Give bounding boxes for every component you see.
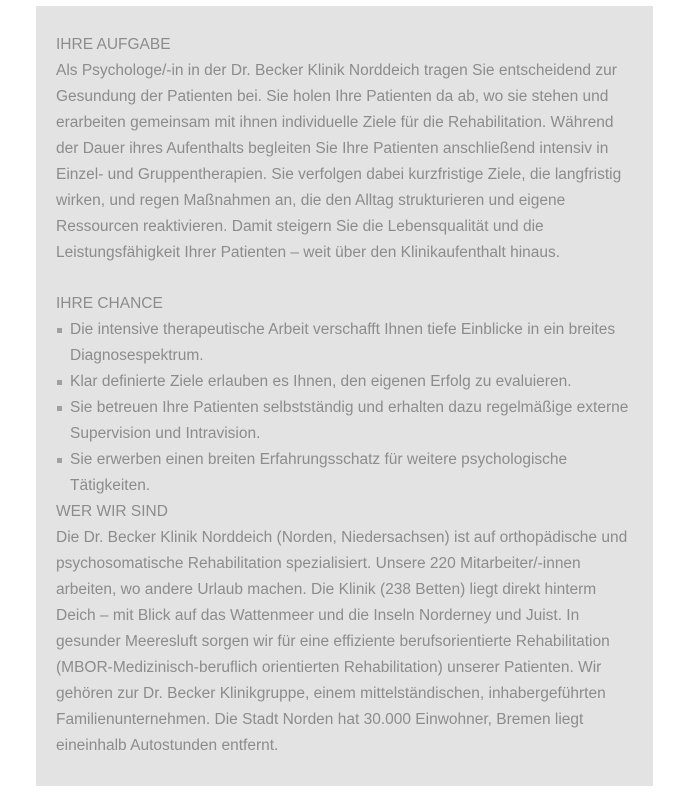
section-spacer — [56, 266, 635, 291]
list-item-text: Sie erwerben einen breiten Erfahrungsschatz für weitere psychologische Tätigkeiten. — [70, 451, 568, 494]
square-bullet-icon — [57, 458, 62, 463]
list-item — [56, 447, 635, 499]
chance-list — [56, 317, 635, 499]
list-item-text: Sie betreuen Ihre Patienten selbstständig und erhalten dazu regelmäßige externe Supervision und Intravision. — [70, 399, 629, 442]
section-heading-werwirsind: WER WIR SIND — [56, 503, 168, 520]
job-description-panel — [36, 6, 653, 786]
list-item — [56, 395, 635, 447]
square-bullet-icon — [57, 328, 62, 333]
section-heading-aufgabe: IHRE AUFGABE — [56, 36, 171, 53]
list-item-text: Die intensive therapeutische Arbeit verschafft Ihnen tiefe Einblicke in ein breites Diagnosespektrum. — [70, 321, 616, 364]
section-text-werwirsind: Die Dr. Becker Klinik Norddeich (Norden, Niedersachsen) ist auf orthopädische und psychosomatische Rehabilitation spezialisiert. Unsere 220 Mitarbeiter/-innen arbeiten, wo andere Urlaub machen. Die Klinik (238 Betten) liegt direkt hinterm Deich – mit Blick auf das Wattenmeer und die Inseln Norderney und Juist. In gesunder Meeresluft sorgen wir für eine effiziente berufsorientierte Rehabilitation (MBOR-Medizinisch-beruflich orientierten Rehabilitation) unserer Patienten. Wir gehören zur Dr. Becker Klinikgruppe, einem mittelständischen, inhabergeführten Familienunternehmen. Die Stadt Norden hat 30.000 Einwohner, Bremen liegt eineinhalb Autostunden entfernt. — [56, 529, 628, 754]
section-heading-chance: IHRE CHANCE — [56, 295, 163, 312]
list-item — [56, 369, 635, 395]
square-bullet-icon — [57, 380, 62, 385]
square-bullet-icon — [57, 406, 62, 411]
list-item-text: Klar definierte Ziele erlauben es Ihnen, den eigenen Erfolg zu evaluieren. — [70, 373, 572, 390]
section-text-aufgabe: Als Psychologe/-in in der Dr. Becker Klinik Norddeich tragen Sie entscheidend zur Gesundung der Patienten bei. Sie holen Ihre Patienten da ab, wo sie stehen und erarbeiten gemeinsam mit ihnen individuelle Ziele für die Rehabilitation. Während der Dauer ihres Aufenthalts begleiten Sie Ihre Patienten anschließend intensiv in Einzel- und Gruppentherapien. Sie verfolgen dabei kurzfristige Ziele, die langfristig wirken, und regen Maßnahmen an, die den Alltag strukturieren und eigene Ressourcen reaktivieren. Damit steigern Sie die Lebensqualität und die Leistungsfähigkeit Ihrer Patienten – weit über den Klinikaufenthalt hinaus. — [56, 62, 622, 261]
list-item — [56, 317, 635, 369]
